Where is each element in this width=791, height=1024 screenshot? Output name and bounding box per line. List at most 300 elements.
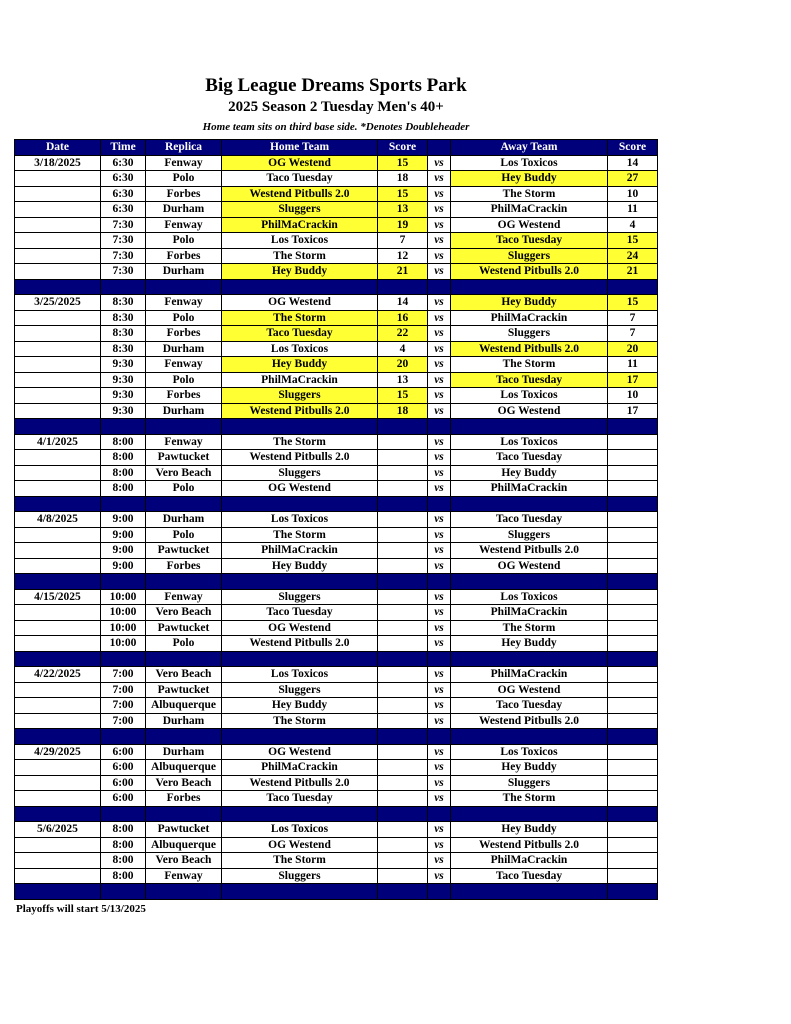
- versus-label: vs: [428, 388, 451, 404]
- away-score: 21: [608, 264, 658, 280]
- home-team: The Storm: [222, 248, 378, 264]
- home-team: Los Toxicos: [222, 341, 378, 357]
- versus-label: vs: [428, 605, 451, 621]
- versus-label: vs: [428, 481, 451, 497]
- game-field: Fenway: [146, 295, 222, 311]
- away-score: [608, 868, 658, 884]
- page-subtitle: 2025 Season 2 Tuesday Men's 40+: [228, 99, 444, 115]
- away-score: [608, 605, 658, 621]
- home-score: [378, 450, 428, 466]
- game-time: 6:00: [101, 744, 146, 760]
- home-team: Taco Tuesday: [222, 171, 378, 187]
- game-time: 8:30: [101, 341, 146, 357]
- game-time: 6:30: [101, 155, 146, 171]
- home-team: Sluggers: [222, 202, 378, 218]
- home-score: [378, 791, 428, 807]
- home-score: 22: [378, 326, 428, 342]
- home-team: Sluggers: [222, 682, 378, 698]
- away-team: The Storm: [451, 791, 608, 807]
- away-score: [608, 434, 658, 450]
- away-score: [608, 744, 658, 760]
- game-field: Pawtucket: [146, 543, 222, 559]
- separator-cell: [222, 279, 378, 295]
- home-team: OG Westend: [222, 481, 378, 497]
- game-time: 6:00: [101, 760, 146, 776]
- separator-cell: [146, 806, 222, 822]
- home-team: Westend Pitbulls 2.0: [222, 403, 378, 419]
- game-row: [15, 248, 658, 264]
- versus-label: vs: [428, 698, 451, 714]
- game-field: Polo: [146, 233, 222, 249]
- home-score: [378, 698, 428, 714]
- separator-cell: [378, 496, 428, 512]
- separator-cell: [378, 419, 428, 435]
- column-header-vs: [428, 140, 451, 156]
- game-row: [15, 837, 658, 853]
- game-row: [15, 868, 658, 884]
- home-score: 13: [378, 202, 428, 218]
- home-score: 4: [378, 341, 428, 357]
- away-team: PhilMaCrackin: [451, 202, 608, 218]
- away-score: 10: [608, 388, 658, 404]
- game-field: Pawtucket: [146, 620, 222, 636]
- separator-cell: [101, 729, 146, 745]
- game-date: [15, 264, 101, 280]
- versus-label: vs: [428, 837, 451, 853]
- versus-label: vs: [428, 202, 451, 218]
- game-date: 4/8/2025: [15, 512, 101, 528]
- away-team: Hey Buddy: [451, 295, 608, 311]
- away-score: [608, 682, 658, 698]
- versus-label: vs: [428, 465, 451, 481]
- game-date: [15, 372, 101, 388]
- column-header-time: Time: [101, 140, 146, 156]
- separator-cell: [146, 729, 222, 745]
- game-date: [15, 760, 101, 776]
- game-row: [15, 372, 658, 388]
- versus-label: vs: [428, 791, 451, 807]
- game-row: [15, 636, 658, 652]
- game-row: [15, 527, 658, 543]
- game-row: [15, 465, 658, 481]
- home-score: 12: [378, 248, 428, 264]
- home-score: 7: [378, 233, 428, 249]
- versus-label: vs: [428, 744, 451, 760]
- away-team: Hey Buddy: [451, 822, 608, 838]
- separator-cell: [15, 806, 101, 822]
- game-row: [15, 295, 658, 311]
- schedule-table: [14, 139, 658, 900]
- game-time: 9:00: [101, 558, 146, 574]
- column-header-away-team: Away Team: [451, 140, 608, 156]
- home-score: [378, 558, 428, 574]
- game-field: Vero Beach: [146, 853, 222, 869]
- away-team: Hey Buddy: [451, 171, 608, 187]
- home-team: OG Westend: [222, 295, 378, 311]
- game-date: 4/22/2025: [15, 667, 101, 683]
- away-team: PhilMaCrackin: [451, 310, 608, 326]
- game-field: Vero Beach: [146, 667, 222, 683]
- game-time: 6:30: [101, 171, 146, 187]
- away-team: Westend Pitbulls 2.0: [451, 264, 608, 280]
- separator-cell: [222, 651, 378, 667]
- home-score: [378, 682, 428, 698]
- separator-cell: [428, 574, 451, 590]
- game-row: [15, 155, 658, 171]
- home-score: 15: [378, 155, 428, 171]
- away-score: [608, 450, 658, 466]
- separator-cell: [15, 419, 101, 435]
- home-score: [378, 822, 428, 838]
- game-row: [15, 310, 658, 326]
- game-date: [15, 233, 101, 249]
- game-date: [15, 620, 101, 636]
- page-title: Big League Dreams Sports Park: [205, 75, 467, 96]
- game-date: 4/15/2025: [15, 589, 101, 605]
- away-team: OG Westend: [451, 217, 608, 233]
- separator-cell: [608, 279, 658, 295]
- game-time: 8:00: [101, 434, 146, 450]
- game-time: 8:00: [101, 868, 146, 884]
- home-team: PhilMaCrackin: [222, 372, 378, 388]
- separator-cell: [146, 279, 222, 295]
- game-row: [15, 388, 658, 404]
- game-date: [15, 636, 101, 652]
- game-time: 8:30: [101, 295, 146, 311]
- home-team: The Storm: [222, 310, 378, 326]
- separator-cell: [608, 496, 658, 512]
- versus-label: vs: [428, 248, 451, 264]
- away-team: PhilMaCrackin: [451, 853, 608, 869]
- separator-cell: [608, 574, 658, 590]
- game-row: [15, 434, 658, 450]
- home-score: [378, 543, 428, 559]
- versus-label: vs: [428, 450, 451, 466]
- game-row: [15, 558, 658, 574]
- separator-cell: [15, 729, 101, 745]
- away-team: Sluggers: [451, 326, 608, 342]
- versus-label: vs: [428, 264, 451, 280]
- away-score: [608, 620, 658, 636]
- away-score: [608, 527, 658, 543]
- versus-label: vs: [428, 326, 451, 342]
- separator-cell: [608, 806, 658, 822]
- home-team: Hey Buddy: [222, 558, 378, 574]
- game-date: [15, 558, 101, 574]
- separator-cell: [608, 419, 658, 435]
- away-score: 24: [608, 248, 658, 264]
- separator-cell: [451, 419, 608, 435]
- versus-label: vs: [428, 868, 451, 884]
- separator-cell: [222, 419, 378, 435]
- game-row: [15, 667, 658, 683]
- away-team: Los Toxicos: [451, 155, 608, 171]
- away-score: [608, 791, 658, 807]
- away-team: PhilMaCrackin: [451, 605, 608, 621]
- game-time: 9:00: [101, 543, 146, 559]
- separator-cell: [428, 496, 451, 512]
- game-date: [15, 326, 101, 342]
- home-team: Sluggers: [222, 465, 378, 481]
- column-header-away-score: Score: [608, 140, 658, 156]
- separator-cell: [222, 496, 378, 512]
- home-team: PhilMaCrackin: [222, 760, 378, 776]
- game-row: [15, 713, 658, 729]
- home-score: [378, 744, 428, 760]
- home-team: Westend Pitbulls 2.0: [222, 636, 378, 652]
- game-time: 7:00: [101, 682, 146, 698]
- game-date: [15, 450, 101, 466]
- away-score: 4: [608, 217, 658, 233]
- game-time: 7:30: [101, 233, 146, 249]
- game-field: Polo: [146, 171, 222, 187]
- away-team: OG Westend: [451, 403, 608, 419]
- away-score: [608, 543, 658, 559]
- separator-cell: [378, 651, 428, 667]
- away-score: 7: [608, 326, 658, 342]
- away-team: Los Toxicos: [451, 388, 608, 404]
- home-score: [378, 434, 428, 450]
- separator-cell: [222, 806, 378, 822]
- away-team: The Storm: [451, 620, 608, 636]
- game-date: [15, 543, 101, 559]
- game-field: Pawtucket: [146, 822, 222, 838]
- home-team: Sluggers: [222, 589, 378, 605]
- home-score: [378, 481, 428, 497]
- game-time: 8:00: [101, 837, 146, 853]
- game-date: [15, 202, 101, 218]
- game-field: Polo: [146, 636, 222, 652]
- game-date: 3/18/2025: [15, 155, 101, 171]
- versus-label: vs: [428, 372, 451, 388]
- game-field: Fenway: [146, 155, 222, 171]
- away-score: 15: [608, 295, 658, 311]
- versus-label: vs: [428, 171, 451, 187]
- away-team: Taco Tuesday: [451, 512, 608, 528]
- game-row: [15, 620, 658, 636]
- away-score: [608, 481, 658, 497]
- away-team: Westend Pitbulls 2.0: [451, 713, 608, 729]
- game-date: [15, 171, 101, 187]
- versus-label: vs: [428, 620, 451, 636]
- home-score: 16: [378, 310, 428, 326]
- game-time: 7:00: [101, 698, 146, 714]
- versus-label: vs: [428, 682, 451, 698]
- separator-cell: [146, 651, 222, 667]
- game-row: [15, 822, 658, 838]
- separator-cell: [101, 884, 146, 900]
- away-score: 15: [608, 233, 658, 249]
- home-team: Sluggers: [222, 868, 378, 884]
- playoffs-note: Playoffs will start 5/13/2025: [16, 903, 146, 915]
- home-team: The Storm: [222, 853, 378, 869]
- versus-label: vs: [428, 667, 451, 683]
- away-score: [608, 713, 658, 729]
- game-field: Fenway: [146, 868, 222, 884]
- week-separator: [15, 806, 658, 822]
- home-score: [378, 837, 428, 853]
- home-team: OG Westend: [222, 620, 378, 636]
- away-score: [608, 512, 658, 528]
- away-team: Westend Pitbulls 2.0: [451, 341, 608, 357]
- game-date: [15, 682, 101, 698]
- game-time: 6:00: [101, 775, 146, 791]
- away-score: [608, 698, 658, 714]
- home-score: 15: [378, 186, 428, 202]
- game-field: Durham: [146, 512, 222, 528]
- versus-label: vs: [428, 186, 451, 202]
- separator-cell: [428, 806, 451, 822]
- seating-note: Home team sits on third base side. *Denotes Doubleheader: [202, 121, 470, 133]
- game-date: [15, 791, 101, 807]
- away-team: Taco Tuesday: [451, 698, 608, 714]
- away-team: Los Toxicos: [451, 589, 608, 605]
- game-time: 9:30: [101, 372, 146, 388]
- game-row: [15, 450, 658, 466]
- game-field: Albuquerque: [146, 760, 222, 776]
- home-score: [378, 868, 428, 884]
- separator-cell: [15, 884, 101, 900]
- versus-label: vs: [428, 558, 451, 574]
- separator-cell: [428, 729, 451, 745]
- game-time: 10:00: [101, 589, 146, 605]
- game-time: 9:00: [101, 527, 146, 543]
- away-score: [608, 837, 658, 853]
- game-date: [15, 403, 101, 419]
- separator-cell: [428, 279, 451, 295]
- game-date: 3/25/2025: [15, 295, 101, 311]
- away-team: Los Toxicos: [451, 434, 608, 450]
- versus-label: vs: [428, 512, 451, 528]
- separator-cell: [15, 651, 101, 667]
- away-score: [608, 558, 658, 574]
- away-team: Sluggers: [451, 775, 608, 791]
- game-time: 9:00: [101, 512, 146, 528]
- game-time: 10:00: [101, 620, 146, 636]
- game-field: Forbes: [146, 248, 222, 264]
- home-team: Sluggers: [222, 388, 378, 404]
- game-time: 8:00: [101, 465, 146, 481]
- away-team: PhilMaCrackin: [451, 481, 608, 497]
- game-field: Albuquerque: [146, 837, 222, 853]
- home-team: Taco Tuesday: [222, 791, 378, 807]
- home-team: Westend Pitbulls 2.0: [222, 186, 378, 202]
- separator-cell: [146, 496, 222, 512]
- game-date: [15, 341, 101, 357]
- home-score: [378, 465, 428, 481]
- away-team: Taco Tuesday: [451, 372, 608, 388]
- game-date: [15, 853, 101, 869]
- game-row: [15, 682, 658, 698]
- away-score: [608, 636, 658, 652]
- game-date: [15, 248, 101, 264]
- versus-label: vs: [428, 403, 451, 419]
- column-header-replica: Replica: [146, 140, 222, 156]
- away-team: Taco Tuesday: [451, 233, 608, 249]
- game-field: Fenway: [146, 434, 222, 450]
- game-time: 8:00: [101, 853, 146, 869]
- game-field: Polo: [146, 481, 222, 497]
- game-field: Durham: [146, 202, 222, 218]
- home-team: Hey Buddy: [222, 698, 378, 714]
- separator-cell: [101, 279, 146, 295]
- versus-label: vs: [428, 527, 451, 543]
- game-row: [15, 186, 658, 202]
- home-team: Los Toxicos: [222, 667, 378, 683]
- home-team: Hey Buddy: [222, 357, 378, 373]
- separator-cell: [608, 729, 658, 745]
- schedule-body: [15, 155, 658, 899]
- separator-cell: [428, 419, 451, 435]
- separator-cell: [15, 496, 101, 512]
- separator-cell: [451, 729, 608, 745]
- away-team: Hey Buddy: [451, 636, 608, 652]
- away-team: Los Toxicos: [451, 744, 608, 760]
- game-date: [15, 605, 101, 621]
- separator-cell: [451, 806, 608, 822]
- away-score: 7: [608, 310, 658, 326]
- away-score: [608, 853, 658, 869]
- away-score: 14: [608, 155, 658, 171]
- game-field: Durham: [146, 341, 222, 357]
- game-field: Forbes: [146, 326, 222, 342]
- game-time: 8:00: [101, 450, 146, 466]
- game-row: [15, 775, 658, 791]
- game-field: Polo: [146, 310, 222, 326]
- game-field: Vero Beach: [146, 775, 222, 791]
- home-score: 13: [378, 372, 428, 388]
- game-date: [15, 465, 101, 481]
- game-row: [15, 760, 658, 776]
- home-score: [378, 667, 428, 683]
- game-time: 9:30: [101, 388, 146, 404]
- away-score: [608, 775, 658, 791]
- home-score: 20: [378, 357, 428, 373]
- separator-cell: [451, 496, 608, 512]
- separator-cell: [222, 729, 378, 745]
- away-team: Taco Tuesday: [451, 868, 608, 884]
- separator-cell: [378, 574, 428, 590]
- game-time: 6:00: [101, 791, 146, 807]
- away-score: 10: [608, 186, 658, 202]
- versus-label: vs: [428, 822, 451, 838]
- game-field: Vero Beach: [146, 605, 222, 621]
- versus-label: vs: [428, 543, 451, 559]
- versus-label: vs: [428, 310, 451, 326]
- week-separator: [15, 279, 658, 295]
- game-field: Durham: [146, 264, 222, 280]
- separator-cell: [378, 729, 428, 745]
- game-row: [15, 589, 658, 605]
- away-team: Hey Buddy: [451, 465, 608, 481]
- game-field: Polo: [146, 372, 222, 388]
- home-team: The Storm: [222, 434, 378, 450]
- separator-cell: [101, 496, 146, 512]
- away-team: OG Westend: [451, 682, 608, 698]
- game-date: [15, 186, 101, 202]
- away-team: The Storm: [451, 186, 608, 202]
- away-team: Taco Tuesday: [451, 450, 608, 466]
- separator-cell: [222, 574, 378, 590]
- game-row: [15, 403, 658, 419]
- game-time: 10:00: [101, 605, 146, 621]
- away-score: [608, 760, 658, 776]
- versus-label: vs: [428, 434, 451, 450]
- game-date: [15, 698, 101, 714]
- game-time: 7:00: [101, 667, 146, 683]
- game-field: Durham: [146, 744, 222, 760]
- game-row: [15, 853, 658, 869]
